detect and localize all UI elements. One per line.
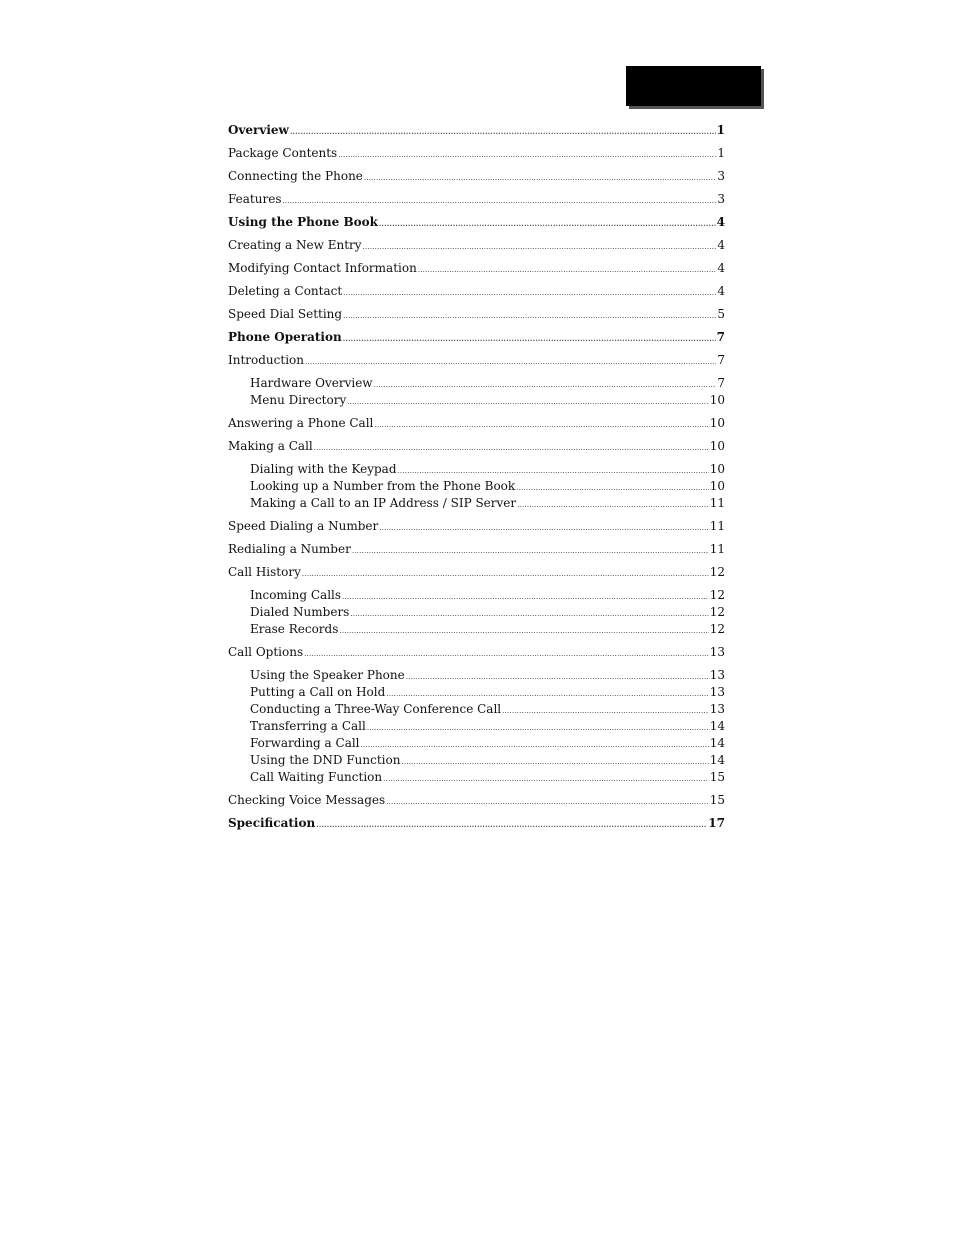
toc-entry[interactable]	[228, 284, 725, 300]
toc-entry[interactable]	[228, 192, 725, 208]
toc-dot-leader	[379, 521, 709, 535]
toc-entry[interactable]	[228, 353, 725, 369]
toc-entry-title: Using the Speaker Phone	[250, 668, 405, 682]
toc-entry-title: Deleting a Contact	[228, 284, 343, 298]
toc-entry-page: 4	[717, 238, 725, 252]
toc-dot-leader	[516, 481, 709, 495]
toc-dot-leader	[374, 378, 717, 392]
toc-dot-leader	[517, 498, 709, 512]
toc-dot-leader	[406, 670, 709, 684]
toc-entry[interactable]	[228, 685, 725, 701]
toc-dot-leader	[343, 286, 716, 300]
toc-entry[interactable]	[228, 588, 725, 604]
toc-entry-title: Introduction	[228, 353, 304, 367]
toc-entry-title: Overview	[228, 123, 289, 137]
toc-entry[interactable]	[228, 146, 725, 162]
toc-entry-page: 10	[709, 416, 725, 430]
toc-dot-leader	[338, 148, 716, 162]
toc-entry-title: Using the DND Function	[250, 753, 401, 767]
toc-entry[interactable]	[228, 462, 725, 478]
toc-entry-page: 14	[709, 736, 725, 750]
toc-dot-leader	[363, 240, 717, 254]
toc-dot-leader	[339, 624, 708, 638]
toc-dot-leader	[304, 647, 709, 661]
toc-entry-title: Checking Voice Messages	[228, 793, 386, 807]
toc-dot-leader	[364, 171, 716, 185]
toc-entry-title: Erase Records	[250, 622, 339, 636]
toc-entry[interactable]	[228, 753, 725, 769]
toc-entry-page: 15	[709, 770, 725, 784]
toc-entry-title: Package Contents	[228, 146, 338, 160]
toc-entry[interactable]	[228, 565, 725, 581]
toc-dot-leader	[316, 818, 707, 832]
toc-entry-page: 10	[709, 439, 725, 453]
toc-entry[interactable]	[228, 542, 725, 558]
toc-entry-title: Phone Operation	[228, 330, 342, 344]
toc-entry[interactable]	[228, 719, 725, 735]
toc-entry-page: 11	[709, 519, 725, 533]
toc-entry[interactable]	[228, 496, 725, 512]
toc-dot-leader	[347, 395, 708, 409]
toc-entry-page: 5	[717, 307, 725, 321]
toc-entry-page: 7	[716, 330, 725, 344]
toc-entry-title: Call History	[228, 565, 301, 579]
toc-entry-title: Dialed Numbers	[250, 605, 350, 619]
toc-entry-page: 15	[709, 793, 725, 807]
toc-dot-leader	[398, 464, 709, 478]
toc-entry-title: Making a Call to an IP Address / SIP Server	[250, 496, 517, 510]
toc-entry[interactable]	[228, 605, 725, 621]
toc-entry-page: 13	[709, 685, 725, 699]
toc-dot-leader	[290, 125, 716, 139]
toc-entry-page: 13	[709, 645, 725, 659]
toc-entry-page: 4	[717, 261, 725, 275]
toc-entry-title: Forwarding a Call	[250, 736, 360, 750]
toc-entry[interactable]	[228, 770, 725, 786]
toc-dot-leader	[502, 704, 709, 718]
toc-entry[interactable]	[228, 393, 725, 409]
toc-entry[interactable]	[228, 238, 725, 254]
toc-entry[interactable]	[228, 479, 725, 495]
toc-entry-title: Call Waiting Function	[250, 770, 383, 784]
toc-dot-leader	[343, 332, 716, 346]
toc-entry-title: Answering a Phone Call	[228, 416, 374, 430]
toc-entry-title: Incoming Calls	[250, 588, 342, 602]
toc-dot-leader	[386, 687, 708, 701]
toc-entry-title: Modifying Contact Information	[228, 261, 417, 275]
toc-entry[interactable]	[228, 215, 725, 231]
toc-entry-page: 11	[709, 496, 725, 510]
toc-entry-page: 12	[709, 565, 725, 579]
toc-entry-title: Features	[228, 192, 282, 206]
toc-entry-title: Speed Dial Setting	[228, 307, 343, 321]
toc-dot-leader	[418, 263, 717, 277]
toc-entry[interactable]	[228, 439, 725, 455]
toc-entry-title: Making a Call	[228, 439, 313, 453]
toc-entry-page: 12	[709, 622, 725, 636]
toc-dot-leader	[367, 721, 709, 735]
toc-dot-leader	[386, 795, 709, 809]
toc-entry-title: Menu Directory	[250, 393, 347, 407]
toc-entry-title: Transferring a Call	[250, 719, 366, 733]
toc-dot-leader	[342, 590, 709, 604]
toc-entry-page: 11	[709, 542, 725, 556]
toc-entry-page: 13	[709, 668, 725, 682]
toc-entry-page: 12	[709, 605, 725, 619]
toc-entry[interactable]	[228, 645, 725, 661]
toc-entry-title: Specification	[228, 816, 316, 830]
toc-entry-page: 3	[717, 169, 725, 183]
toc-entry[interactable]	[228, 261, 725, 277]
toc-entry-page: 4	[716, 215, 725, 229]
toc-entry[interactable]	[228, 376, 725, 392]
toc-dot-leader	[352, 544, 709, 558]
toc-dot-leader	[379, 217, 716, 231]
toc-entry-title: Call Options	[228, 645, 304, 659]
toc-entry[interactable]	[228, 123, 725, 139]
toc-entry-page: 17	[708, 816, 725, 830]
toc-entry[interactable]	[228, 416, 725, 432]
toc-entry-page: 14	[709, 719, 725, 733]
toc-dot-leader	[305, 355, 716, 369]
toc-entry-title: Conducting a Three-Way Conference Call	[250, 702, 502, 716]
toc-entry-title: Connecting the Phone	[228, 169, 363, 183]
toc-entry-title: Speed Dialing a Number	[228, 519, 379, 533]
toc-entry-page: 7	[717, 353, 725, 367]
toc-entry-page: 13	[709, 702, 725, 716]
toc-entry-page: 10	[709, 479, 725, 493]
toc-dot-leader	[383, 772, 709, 786]
toc-entry-title: Dialing with the Keypad	[250, 462, 397, 476]
toc-entry-page: 10	[709, 393, 725, 407]
toc-entry-page: 4	[717, 284, 725, 298]
toc-entry[interactable]	[228, 169, 725, 185]
toc-dot-leader	[361, 738, 709, 752]
toc-dot-leader	[343, 309, 716, 323]
toc-entry[interactable]	[228, 307, 725, 323]
toc-entry[interactable]	[228, 519, 725, 535]
toc-entry-page: 3	[717, 192, 725, 206]
toc-entry-page: 1	[716, 123, 725, 137]
toc-dot-leader	[282, 194, 716, 208]
toc-dot-leader	[374, 418, 708, 432]
toc-entry-title: Creating a New Entry	[228, 238, 362, 252]
toc-entry-page: 1	[717, 146, 725, 160]
toc-dot-leader	[302, 567, 709, 581]
toc-entry-page: 7	[717, 376, 725, 390]
toc-entry-page: 14	[709, 753, 725, 767]
chapter-header-box	[626, 66, 761, 106]
toc-entry-title: Putting a Call on Hold	[250, 685, 386, 699]
toc-entry-title: Redialing a Number	[228, 542, 351, 556]
toc-entry-title: Using the Phone Book	[228, 215, 378, 229]
toc-entry-title: Looking up a Number from the Phone Book	[250, 479, 516, 493]
toc-entry[interactable]	[228, 702, 725, 718]
toc-dot-leader	[314, 441, 709, 455]
toc-dot-leader	[350, 607, 708, 621]
toc-entry[interactable]	[228, 622, 725, 638]
toc-entry-page: 12	[709, 588, 725, 602]
toc-entry[interactable]	[228, 793, 725, 809]
toc-dot-leader	[401, 755, 708, 769]
toc-entry[interactable]	[228, 668, 725, 684]
toc-entry[interactable]	[228, 330, 725, 346]
toc-entry-title: Hardware Overview	[250, 376, 373, 390]
toc-entry-page: 10	[709, 462, 725, 476]
toc-entry[interactable]	[228, 816, 725, 832]
toc-entry[interactable]	[228, 736, 725, 752]
